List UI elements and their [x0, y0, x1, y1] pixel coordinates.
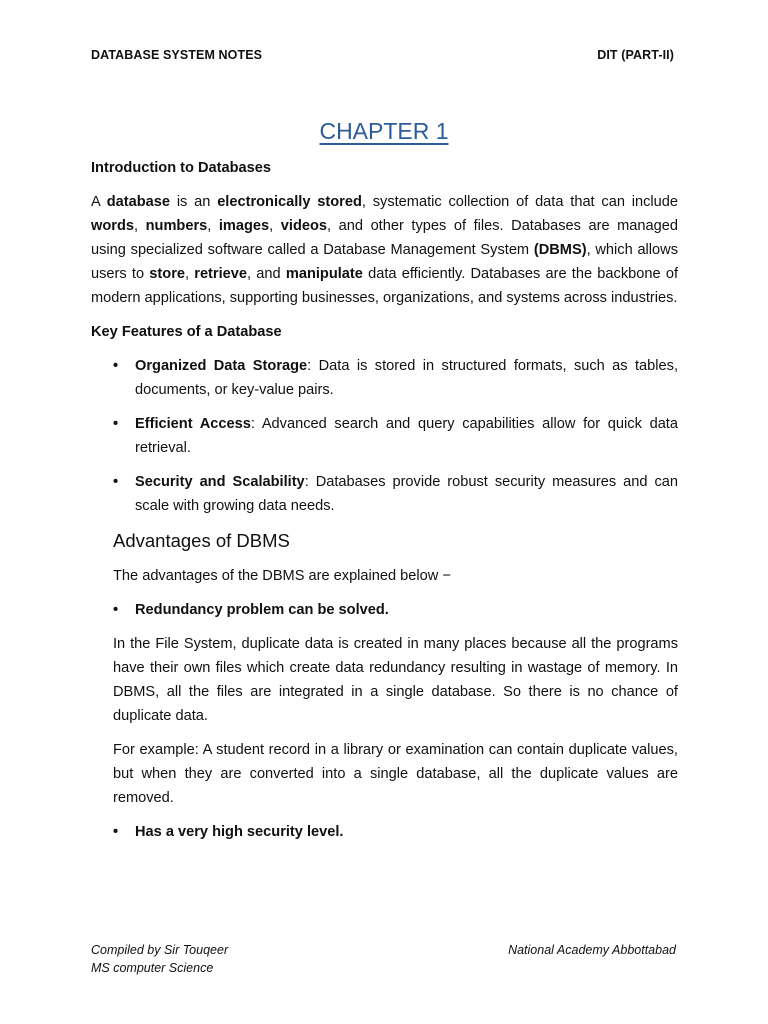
list-item: • Redundancy problem can be solved. [91, 598, 678, 622]
main-content [91, 156, 678, 844]
header-left: DATABASE SYSTEM NOTES [91, 48, 263, 62]
features-list [91, 354, 678, 518]
intro-heading: Introduction to Databases [91, 160, 272, 176]
bullet-icon: • [113, 602, 119, 618]
features-heading: Key Features of a Database [91, 324, 282, 340]
list-item: • Organized Data Storage: Data is stored in structured formats, such as tables, documents, or key-value pairs. [91, 354, 678, 402]
footer-right: National Academy Abbottabad [508, 943, 676, 957]
bullet-icon: • [113, 474, 119, 490]
advantages-intro: The advantages of the DBMS are explained below − [113, 568, 451, 584]
intro-paragraph: A database is an electronically stored, systematic collection of data that can include words, numbers, images, videos, and other types of files. Databases are managed using specialized software called a Database Management System (DBMS), which allows users to store, retrieve, and manipulate data efficiently. Databases are the backbone of modern applications, supporting businesses, organizations, and systems across industries. [91, 194, 679, 306]
footer-author: Compiled by Sir Touqeer [91, 943, 229, 957]
list-item: • Has a very high security level. [91, 820, 678, 844]
advantages-paragraph-1: In the File System, duplicate data is created in many places because all the programs have their own files which create data redundancy resulting in wastage of memory. In DBMS, all the files are integrated in a single database. So there is no chance of duplicate data. [113, 636, 678, 724]
header-right: DIT (PART-II) [597, 48, 674, 62]
bullet-icon: • [113, 416, 119, 432]
chapter-title: CHAPTER 1 [319, 118, 449, 144]
advantages-paragraph-2: For example: A student record in a library or examination can contain duplicate values, but when they are converted into a single database, all the duplicate values are removed. [113, 742, 678, 806]
advantage-point-1 [91, 598, 678, 622]
footer-degree: MS computer Science [91, 961, 214, 975]
list-item: • Efficient Access: Advanced search and query capabilities allow for quick data retrieval. [91, 412, 678, 460]
list-item: • Security and Scalability: Databases provide robust security measures and can scale with growing data needs. [91, 470, 678, 518]
bullet-icon: • [113, 824, 119, 840]
bullet-icon: • [113, 358, 119, 374]
advantages-title: Advantages of DBMS [113, 530, 290, 551]
footer-left [91, 941, 228, 977]
advantage-point-2 [91, 820, 678, 844]
